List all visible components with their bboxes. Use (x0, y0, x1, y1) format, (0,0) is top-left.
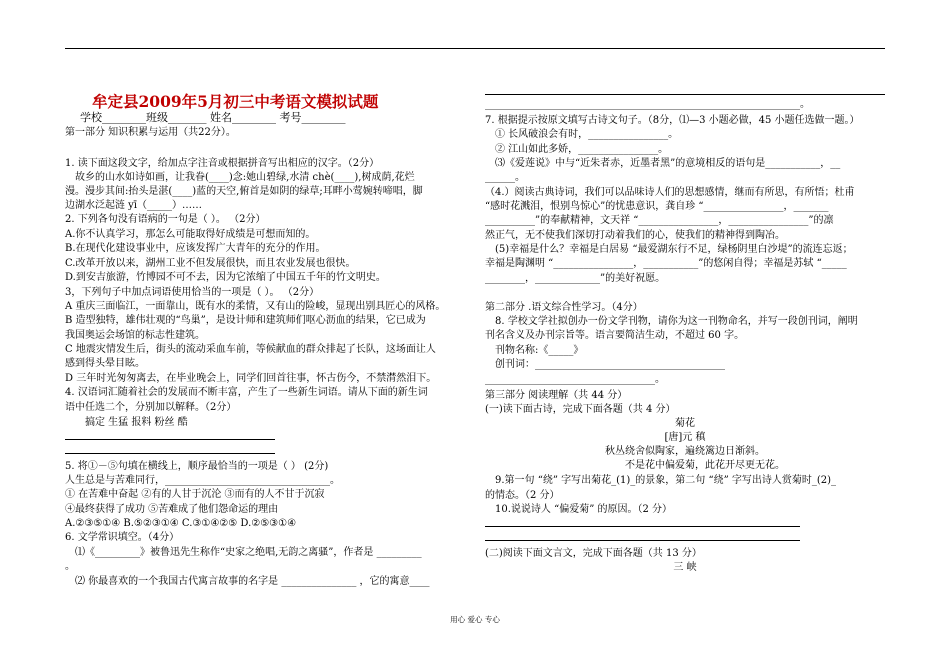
top-rule (65, 48, 885, 49)
passage-title: 三 峡 (673, 562, 697, 573)
text-line: 2. 下列各句没有语病的一句是（ ）。 （2分） (65, 214, 266, 225)
text-line: 的情态。（2 分） (485, 490, 560, 501)
answer-line (485, 94, 885, 95)
text-line: 3，下列句子中加点词语使用恰当的一项是（ ）。 （2分） (65, 287, 320, 298)
text-line: 7. 根据提示按原文填写古诗文句子。（8分，⑴—3 小题必做，45 小题任选做一题。） (485, 115, 860, 126)
header-fields: 学校________班级_______ 姓名________ 考号________ (80, 111, 346, 124)
text-line: 刊物名称:《_____》 (495, 345, 584, 356)
text-line: C 地震灾情发生后，街头的流动采血车前，等候献血的群众排起了长队，这场面让人 (65, 344, 436, 355)
text-line: 。 (65, 561, 75, 572)
text-line: ① 长风破浪会有时，________________。 (495, 129, 679, 140)
text-line: D 三年时光匆匆离去，在毕业晚会上，同学们回首往事，怀古伤今，不禁潸然泪下。 (65, 373, 437, 384)
text-line: 我国奥运会场馆的标志性建筑。 (65, 330, 205, 341)
text-line: 8. 学校文学社拟创办一份文学刊物，请你为这一刊物命名，并写一段创刊词，阐明 (495, 316, 858, 327)
text-line: 语中任选二个，分别加以解释。（2分） (65, 402, 237, 413)
text-line: A.你不认真学习，那怎么可能取得好成绩是可想而知的。 (65, 229, 316, 240)
text-line: ⑶《爱莲说》中与“近朱者赤，近墨者黑”的意境相反的语句是___________，__ (495, 158, 841, 169)
text-line: 1. 读下面这段文字，给加点字注音或根据拼音写出相应的汉字。（2分） (65, 158, 380, 169)
text-line: 然正气，无不使我们深切打动着我们的心，使我们的精神得到陶冶。 (485, 230, 785, 241)
text-line: D.到安吉旅游，竹博园不可不去，因为它浓缩了中国五千年的竹文明史。 (65, 272, 386, 283)
text-line: 第一部分 知识积累与运用（共22分）。 (65, 127, 236, 138)
text-line: ④最终获得了成功 ⑤苦难成了他们怨命运的理由 (65, 504, 279, 515)
text-line: 5. 将①－⑤句填在横线上，顺序最恰当的一项是（ ） (2分) (65, 461, 329, 472)
text-line: 故乡的山水如诗如画，让我眷(____)念:她山碧绿,水清 chè(____),树成荫,花烂 (75, 172, 415, 183)
exam-title: 牟定县2009年5月初三中考语文模拟试题 (92, 92, 379, 111)
text-line: 搞定 生猛 报料 粉丝 酷 (85, 417, 188, 428)
text-line: A 重庆三面临江，一面靠山，既有水的柔情，又有山的险峻，显现出别具匠心的风格。 (65, 301, 446, 312)
text-line: 漫。漫步其间:抬头是湛(____)蓝的天空,俯首是如阴的绿草;耳畔小莺婉转啼唱，脚 (65, 186, 423, 197)
text-line: __________”的奉献精神，文天祥 “________________，________________”的凛 (485, 215, 834, 226)
answer-line (485, 540, 800, 541)
text-line: ⑴《_________》被鲁迅先生称作“史家之绝唱,无韵之离骚”，作者是 _________ (75, 547, 422, 558)
text-line: 边湖水泛起涟 yī（_____）…… (65, 200, 203, 211)
page-footer: 用心 爱心 专心 (450, 615, 500, 624)
text-line: 10.说说诗人 “偏爱菊” 的原因。（2 分） (495, 504, 673, 515)
answer-line (65, 439, 275, 440)
text-line: 幸福是陶渊明 “________________，___________”的悠闲自得；幸福是苏轼 “_____ (485, 258, 847, 269)
poem-line: 不是花中偏爱菊，此花开尽更无花。 (625, 460, 785, 471)
text-line: （4.）阅读古典诗词，我们可以品味诗人们的思想感情，继而有所思，有所悟；杜甫 (485, 187, 855, 198)
text-line: 4. 汉语词汇随着社会的发展而不断丰富，产生了一些新生词语。请从下面的新生词 (65, 387, 428, 398)
text-line: ________，_____________”的美好祝愿。 (485, 273, 666, 284)
text-line: (5)幸福是什么？幸福是白居易 “最爱湖东行不足，绿杨阴里白沙堤”的流连忘返； (495, 244, 853, 255)
poem-line: 秋丛绕舍似陶家，遍绕篱边日渐斜。 (605, 446, 765, 457)
text-line: 6. 文学常识填空。（4分） (65, 532, 180, 543)
text-line: (二)阅读下面文言文，完成下面各题（共 13 分） (485, 548, 702, 559)
text-line: 人生总是与苦难同行，_________________________________。 (65, 475, 340, 486)
text-line: _______________________________________________________________。 (485, 99, 810, 110)
poem-author: [唐]元 稹 (664, 432, 706, 443)
text-line: ______。 (485, 172, 525, 183)
text-line: “感时花溅泪，恨别鸟惊心”的忧患意识，龚自珍 “________________，_______ (485, 201, 829, 212)
text-line: B.在现代化建设事业中，应该发挥广大青年的充分的作用。 (65, 243, 326, 254)
text-line: 第三部分 阅读理解（共 44 分） (485, 390, 628, 401)
text-line: 刊名含义及办刊宗旨等。语言要简洁生动，不超过 60 字。 (485, 330, 745, 341)
poem-title: 菊花 (675, 418, 695, 429)
text-line: B 造型独特，雄伟壮观的“鸟巢”，是设计师和建筑师们呕心沥血的结果，它已成为 (65, 315, 426, 326)
text-line: 9.第一句 “绕” 字写出菊花_(1)_的景象，第二句 “绕” 字写出诗人赏菊时_(2)_ (495, 475, 837, 486)
text-line: __________________________________。 (485, 374, 665, 385)
text-line: 创刊词：______________________________________ (495, 359, 725, 370)
text-line: (一)读下面古诗，完成下面各题（共 4 分） (485, 404, 676, 415)
answer-line (65, 453, 275, 454)
text-line: ① 在苦难中奋起 ②有的人甘于沉沦 ③而有的人不甘于沉寂 (65, 489, 325, 500)
answer-line (485, 526, 800, 527)
text-line: ⑵ 你最喜欢的一个我国古代寓言故事的名字是 _______________ ，它的寓意____ (75, 576, 430, 587)
text-line: A.②③⑤①④ B.⑤②③①④ C.③①④②⑤ D.②⑤③①④ (65, 518, 297, 529)
text-line: 感到得头晕目眩。 (65, 358, 145, 369)
text-line: ② 江山如此多娇，________________。 (495, 144, 669, 155)
text-line: 第二部分 .语文综合性学习。（4分） (485, 302, 643, 313)
text-line: C.改革开放以来，湖州工业不但发展很快，而且农业发展也很快。 (65, 258, 356, 269)
